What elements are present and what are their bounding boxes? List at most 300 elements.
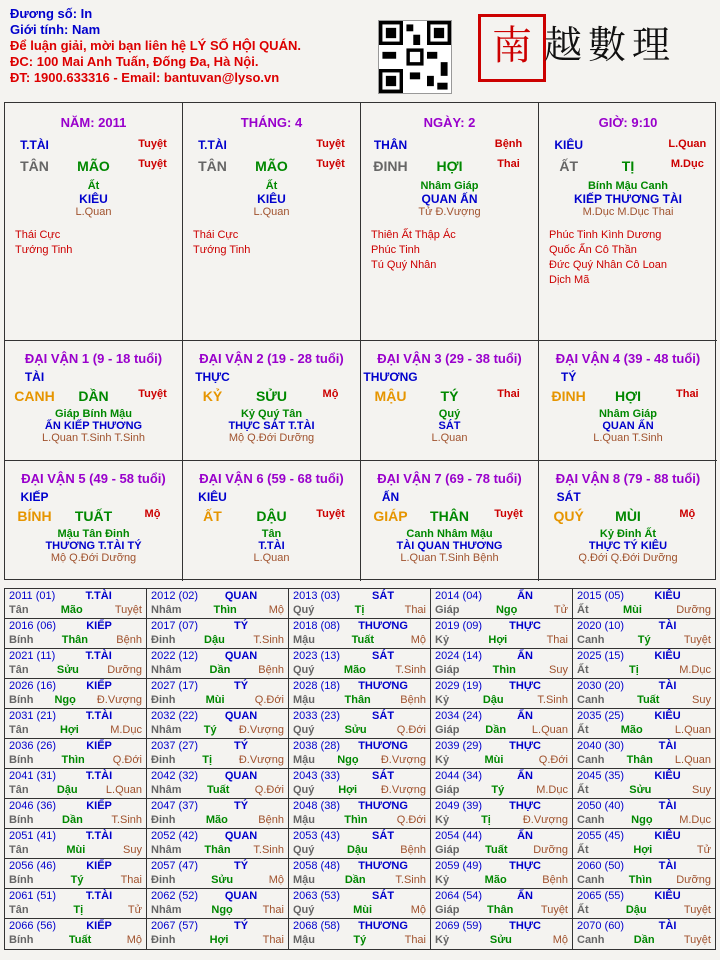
row [5, 508, 182, 524]
year-label: 2064 (54) [435, 890, 483, 902]
year-branch: Sửu [344, 724, 367, 736]
year-cell [573, 769, 715, 799]
year-stem: Bính [9, 934, 34, 946]
spacer [242, 138, 300, 152]
year-top [431, 739, 572, 753]
hidden-stem: Nhâm Giáp [420, 180, 479, 192]
year-state: M.Dục [679, 664, 711, 676]
year-state: M.Dục [110, 724, 142, 736]
year-stem: Ất [577, 664, 589, 676]
year-stem: Bính [9, 634, 34, 646]
year-state: Suy [692, 784, 711, 796]
dai-van-5 [5, 461, 183, 581]
dv-god: THỰC [195, 370, 230, 384]
year-god: ẤN [517, 650, 533, 662]
dv-branch: DẦN [78, 388, 109, 404]
dai-van-title: ĐẠI VẬN 4 (39 - 48 tuổi) [555, 351, 701, 366]
year-branch: Thìn [628, 874, 652, 886]
year-top [289, 709, 430, 723]
year-label: 2039 (29) [435, 740, 483, 752]
year-state: L.Quan [674, 724, 711, 736]
year-label: 2013 (03) [293, 590, 341, 602]
spacer [123, 490, 181, 504]
year-cell [289, 679, 431, 709]
dai-van-title: ĐẠI VẬN 3 (29 - 38 tuổi) [377, 351, 522, 366]
year-label: 2012 (02) [151, 590, 199, 602]
year-stem: Đinh [151, 814, 176, 826]
year-god: THỰC [509, 680, 541, 692]
year-branch: Dần [344, 874, 366, 886]
year-bottom [289, 693, 430, 707]
year-stem: Đinh [151, 634, 176, 646]
year-label: 2018 (08) [293, 620, 341, 632]
hidden-stems [361, 180, 538, 218]
year-label: 2061 (51) [9, 890, 57, 902]
year-god: KIÊU [654, 830, 681, 842]
year-stem: Nhâm [151, 844, 182, 856]
year-cell [289, 919, 431, 949]
year-top [289, 919, 430, 933]
year-bottom [289, 633, 430, 647]
year-label: 2020 (10) [577, 620, 625, 632]
annual-luck-grid [4, 588, 716, 950]
year-bottom [147, 843, 288, 857]
year-state: Dưỡng [533, 844, 568, 856]
year-cell [5, 889, 147, 919]
year-god: SÁT [372, 590, 395, 602]
spacer [599, 138, 658, 152]
year-top [573, 619, 715, 633]
year-bottom [573, 813, 715, 827]
year-stem: Bính [9, 754, 34, 766]
chart-grid [4, 102, 716, 580]
year-stem: Nhâm [151, 604, 182, 616]
year-cell [573, 739, 715, 769]
year-top [147, 769, 288, 783]
year-top [5, 649, 146, 663]
year-branch: Tị [73, 904, 84, 916]
year-god: ẤN [517, 590, 533, 602]
year-god: TÝ [234, 680, 249, 692]
year-top [289, 649, 430, 663]
year-cell [147, 589, 289, 619]
year-top [5, 769, 146, 783]
year-cell [147, 619, 289, 649]
star: Tú Quý Nhân [371, 259, 437, 271]
year-stem: Giáp [435, 724, 460, 736]
year-cell [289, 859, 431, 889]
year-stem: Quý [293, 604, 315, 616]
year-stem: Giáp [435, 604, 460, 616]
year-stem: Ất [577, 784, 589, 796]
year-top [431, 679, 572, 693]
year-branch: Sửu [629, 784, 652, 796]
dv-god: SÁT [556, 490, 581, 504]
year-stem: Quý [293, 904, 315, 916]
dv-hidden [5, 408, 182, 444]
year-top [5, 799, 146, 813]
year-cell [431, 679, 573, 709]
dv-hidden-stem: Nhâm Giáp [598, 408, 658, 420]
year-god: SÁT [372, 890, 395, 902]
year-state: Bệnh [116, 634, 142, 646]
year-branch: Mão [60, 604, 83, 616]
year-label: 2034 (24) [435, 710, 483, 722]
year-bottom [573, 903, 715, 917]
spacer [599, 490, 658, 504]
year-stem: Kỷ [435, 814, 450, 826]
year-god: KIẾP [86, 800, 112, 812]
year-state: Thai [262, 904, 284, 916]
spacer [64, 138, 122, 152]
spacer [599, 370, 658, 384]
hidden-god: QUAN ẤN [421, 192, 478, 206]
year-god: KIẾP [86, 620, 112, 632]
year-branch: Dần [485, 724, 507, 736]
year-bottom [573, 603, 715, 617]
year-label: 2040 (30) [577, 740, 625, 752]
year-top [147, 859, 288, 873]
star: Đức Quý Nhân Cô Loan [549, 259, 668, 271]
year-bottom [573, 753, 715, 767]
year-cell [573, 619, 715, 649]
year-bottom [289, 663, 430, 677]
row [361, 508, 538, 524]
dv-state: Tuyệt [138, 388, 167, 400]
year-stem: Kỷ [435, 754, 450, 766]
year-state: L.Quan [674, 754, 711, 766]
year-branch: Tý [353, 934, 367, 946]
year-state: Tuyệt [114, 604, 142, 616]
year-label: 2043 (33) [293, 770, 341, 782]
year-cell [431, 589, 573, 619]
year-bottom [289, 753, 430, 767]
year-bottom [147, 903, 288, 917]
star: Phúc Tinh [371, 244, 420, 256]
row [5, 388, 182, 404]
year-state: Suy [123, 844, 142, 856]
year-state: Bệnh [542, 874, 568, 886]
year-bottom [5, 753, 146, 767]
year-cell [573, 679, 715, 709]
year-state: Bệnh [400, 694, 426, 706]
hidden-stems [5, 180, 182, 218]
year-bottom [147, 753, 288, 767]
year-top [147, 919, 288, 933]
pillar-state: L.Quan [668, 138, 707, 150]
year-stem: Ất [577, 904, 589, 916]
dv-state: Mộ [322, 388, 339, 400]
year-label: 2049 (39) [435, 800, 483, 812]
year-top [289, 739, 430, 753]
year-branch: Thân [626, 754, 653, 766]
dv-hidden-stem: Tân [261, 528, 282, 540]
dv-god: KIÊU [198, 490, 227, 504]
year-cell [289, 799, 431, 829]
year-branch: Hợi [209, 934, 229, 946]
year-state: Mộ [410, 634, 426, 646]
year-state: T.Sinh [111, 814, 142, 826]
year-god: T.TÀI [85, 890, 113, 902]
year-branch: Tuất [68, 934, 92, 946]
stars [361, 228, 538, 273]
year-state: Thai [404, 604, 426, 616]
year-bottom [5, 843, 146, 857]
year-god: THỰC [509, 800, 541, 812]
year-bottom [573, 843, 715, 857]
year-stem: Canh [577, 694, 605, 706]
year-bottom [431, 693, 572, 707]
row [361, 138, 538, 152]
year-god: KIẾP [86, 740, 112, 752]
year-label: 2038 (28) [293, 740, 341, 752]
year-god: TÝ [234, 620, 249, 632]
year-bottom [431, 843, 572, 857]
year-cell [573, 859, 715, 889]
year-state: Mộ [410, 904, 426, 916]
row [539, 370, 717, 384]
year-label: 2054 (44) [435, 830, 483, 842]
year-bottom [431, 813, 572, 827]
year-god: T.TÀI [85, 710, 113, 722]
year-cell [431, 769, 573, 799]
year-branch: Tý [70, 874, 84, 886]
dv-hidden-state: Mộ Q.Đới Dưỡng [50, 552, 137, 564]
year-label: 2057 (47) [151, 860, 199, 872]
year-top [573, 739, 715, 753]
year-state: Bệnh [400, 844, 426, 856]
year-cell [573, 919, 715, 949]
year-bottom [289, 903, 430, 917]
dv-hidden-god: SÁT [438, 420, 461, 432]
year-god: KIẾP [86, 860, 112, 872]
year-cell [431, 649, 573, 679]
year-god: KIÊU [654, 590, 681, 602]
year-top [431, 769, 572, 783]
year-state: Đ.Vượng [380, 754, 426, 766]
year-label: 2062 (52) [151, 890, 199, 902]
year-stem: Tân [9, 724, 29, 736]
pillar-title: THÁNG: 4 [240, 115, 303, 130]
year-label: 2058 (48) [293, 860, 341, 872]
year-cell [147, 799, 289, 829]
year-stem: Mậu [293, 874, 315, 886]
year-top [5, 619, 146, 633]
year-branch: Dậu [625, 904, 647, 916]
stars [183, 228, 360, 258]
dv-hidden-stem: Giáp Bính Mậu [55, 408, 132, 420]
dv-stem: MẬU [374, 388, 407, 404]
year-state: Thai [404, 934, 426, 946]
dv-stem: CANH [14, 388, 55, 404]
year-top [289, 829, 430, 843]
dv-hidden-state: L.Quan T.Sinh T.Sinh [42, 432, 145, 444]
year-top [573, 649, 715, 663]
star: Tướng Tinh [15, 244, 73, 256]
year-state: Tử [553, 604, 568, 616]
year-stem: Bính [9, 694, 34, 706]
year-state: Thai [262, 934, 284, 946]
pillar-branch: MÃO [255, 158, 288, 174]
year-label: 2046 (36) [9, 800, 57, 812]
spacer [479, 370, 537, 384]
year-god: TÝ [234, 800, 249, 812]
dv-hidden-god: TÀI QUAN THƯƠNG [396, 540, 503, 552]
year-branch: Mùi [622, 604, 642, 616]
year-branch: Dần [62, 814, 83, 826]
hidden-stems [183, 180, 360, 218]
year-branch: Dần [209, 664, 231, 676]
row [5, 158, 182, 174]
year-stem: Nhâm [151, 904, 182, 916]
year-state: L.Quan [531, 724, 568, 736]
year-stem: Bính [9, 814, 34, 826]
year-top [5, 679, 146, 693]
year-god: QUAN [224, 770, 258, 782]
year-cell [573, 829, 715, 859]
year-cell [5, 739, 147, 769]
year-god: KIÊU [654, 710, 681, 722]
year-bottom [5, 603, 146, 617]
dai-van-title: ĐẠI VẬN 5 (49 - 58 tuổi) [21, 471, 166, 486]
year-god: SÁT [372, 830, 395, 842]
year-branch: Thìn [344, 814, 368, 826]
year-god: THƯƠNG [358, 740, 408, 752]
year-god: TÀI [658, 740, 677, 752]
year-cell [147, 679, 289, 709]
year-cell [5, 769, 147, 799]
year-label: 2067 (57) [151, 920, 199, 932]
year-god: KIÊU [654, 890, 681, 902]
year-stem: Tân [9, 904, 29, 916]
year-bottom [573, 783, 715, 797]
year-top [5, 919, 146, 933]
year-cell [5, 829, 147, 859]
year-state: Tuyệt [540, 904, 568, 916]
year-god: ẤN [517, 890, 533, 902]
pillar-title: GIỜ: 9:10 [598, 115, 658, 130]
year-state: Mộ [268, 604, 284, 616]
row [5, 370, 182, 384]
pillar-3 [539, 103, 717, 341]
year-top [5, 589, 146, 603]
year-top [573, 919, 715, 933]
year-label: 2023 (13) [293, 650, 341, 662]
year-bottom [431, 603, 572, 617]
seal-logo: 南 [478, 14, 546, 82]
year-god: THƯƠNG [358, 800, 408, 812]
year-label: 2066 (56) [9, 920, 57, 932]
year-state: Dưỡng [676, 874, 711, 886]
year-label: 2024 (14) [435, 650, 483, 662]
dv-branch: HỢI [615, 388, 641, 404]
year-bottom [5, 903, 146, 917]
year-bottom [147, 633, 288, 647]
year-label: 2021 (11) [9, 650, 56, 662]
year-cell [5, 619, 147, 649]
year-top [573, 769, 715, 783]
year-stem: Giáp [435, 664, 460, 676]
year-top [147, 889, 288, 903]
year-cell [573, 649, 715, 679]
year-cell [289, 589, 431, 619]
hidden-god: KIÊU [79, 192, 108, 206]
year-stem: Nhâm [151, 724, 182, 736]
year-label: 2068 (58) [293, 920, 341, 932]
year-god: SÁT [372, 710, 395, 722]
year-top [5, 859, 146, 873]
dv-hidden-state: L.Quan [253, 552, 290, 564]
year-state: T.Sinh [253, 844, 284, 856]
year-cell [431, 829, 573, 859]
year-bottom [147, 723, 288, 737]
gender: Giới tính: Nam [10, 22, 101, 37]
year-branch: Tị [202, 754, 213, 766]
spacer [420, 138, 478, 152]
year-god: SÁT [372, 650, 395, 662]
year-bottom [431, 873, 572, 887]
year-god: THỰC [509, 860, 541, 872]
year-bottom [5, 723, 146, 737]
year-cell [431, 799, 573, 829]
spacer [242, 490, 300, 504]
row [539, 138, 717, 152]
year-cell [5, 859, 147, 889]
spacer [64, 490, 122, 504]
year-bottom [431, 663, 572, 677]
year-cell [289, 829, 431, 859]
year-branch: Thân [204, 844, 231, 856]
year-branch: Sửu [489, 934, 512, 946]
pillar-stem: TÂN [20, 158, 49, 174]
dv-god: ẤN [381, 490, 400, 504]
year-top [573, 829, 715, 843]
year-cell [147, 829, 289, 859]
year-label: 2036 (26) [9, 740, 57, 752]
year-cell [431, 859, 573, 889]
year-state: Đ.Vượng [522, 814, 568, 826]
year-bottom [573, 693, 715, 707]
year-bottom [289, 603, 430, 617]
year-branch: Ngọ [54, 694, 76, 706]
year-cell [147, 649, 289, 679]
dv-branch: MÙI [615, 508, 641, 524]
year-top [289, 769, 430, 783]
year-bottom [573, 723, 715, 737]
row [183, 370, 360, 384]
hidden-god: KIẾP THƯƠNG TÀI [574, 192, 682, 206]
year-state: Dưỡng [107, 664, 142, 676]
year-cell [289, 739, 431, 769]
dv-hidden-god: ẤN KIẾP THƯƠNG [44, 420, 143, 432]
row [5, 490, 182, 504]
row [539, 158, 717, 174]
star: Quốc Ấn Cô Thần [549, 244, 637, 256]
pillar-branch: TỊ [621, 158, 635, 174]
dai-van-1 [5, 341, 183, 461]
dai-van-title: ĐẠI VẬN 1 (9 - 18 tuổi) [24, 351, 163, 366]
year-top [147, 739, 288, 753]
row [361, 490, 538, 504]
year-label: 2031 (21) [9, 710, 57, 722]
spacer [64, 370, 122, 384]
year-stem: Tân [9, 604, 29, 616]
year-branch: Tý [637, 634, 651, 646]
year-bottom [147, 873, 288, 887]
year-label: 2027 (17) [151, 680, 199, 692]
year-branch: Mão [484, 874, 507, 886]
year-state: Suy [549, 664, 568, 676]
